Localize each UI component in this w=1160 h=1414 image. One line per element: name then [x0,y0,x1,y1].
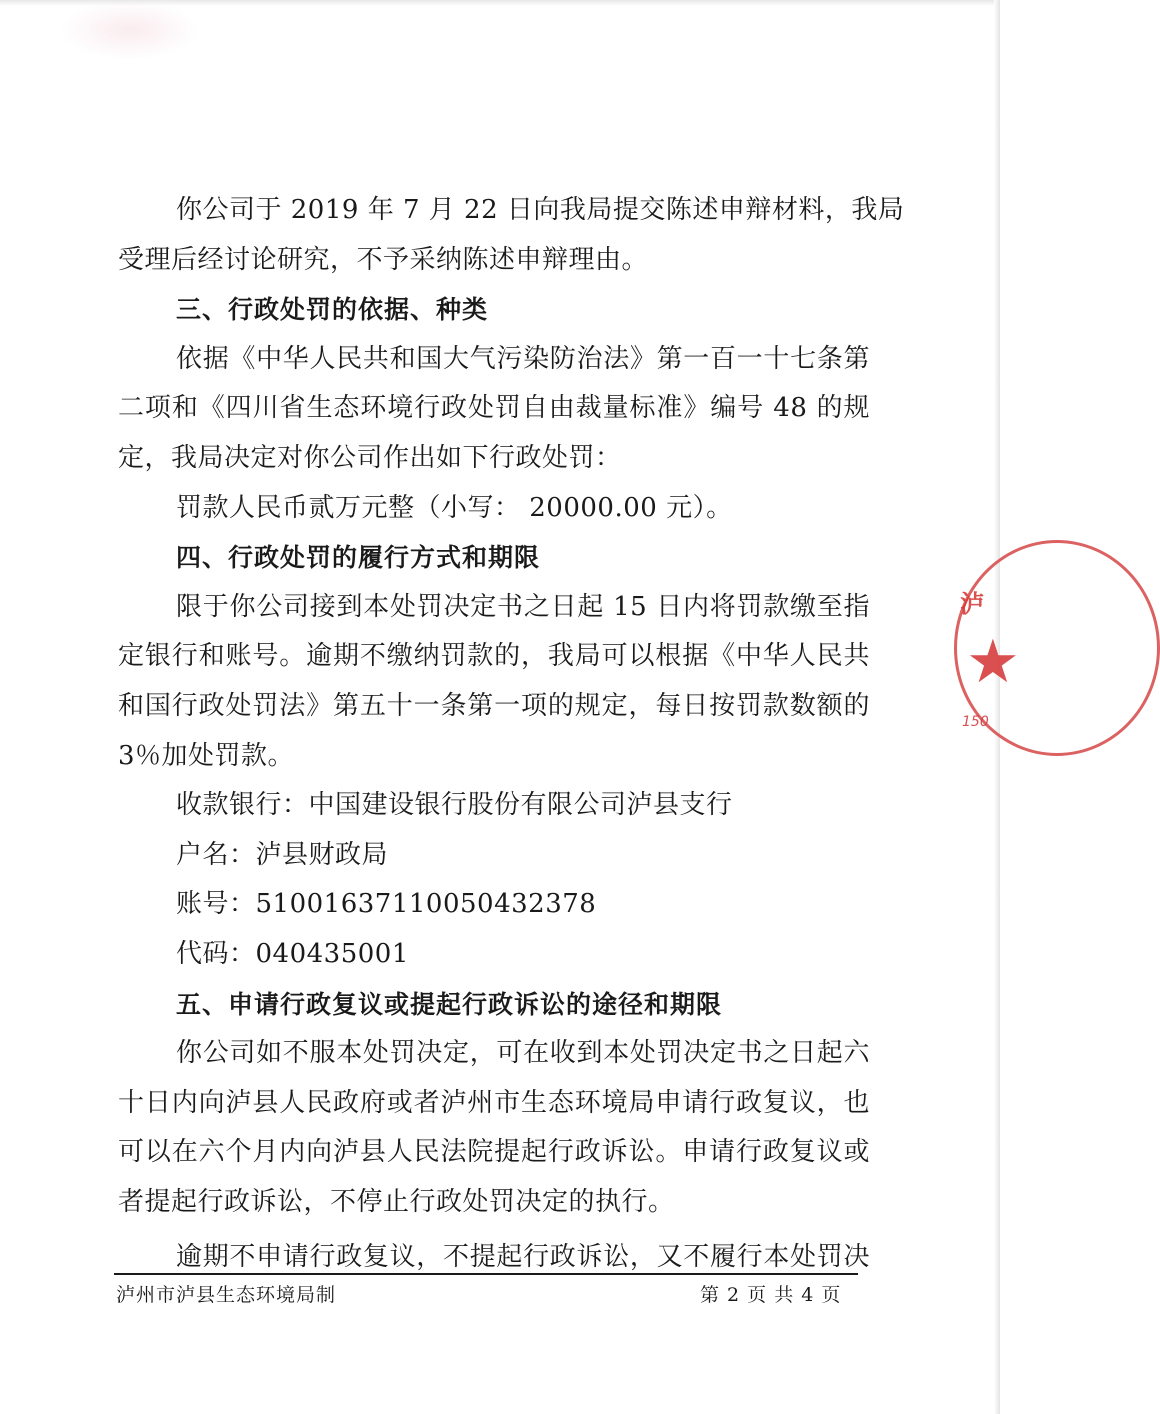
paragraph-line: 限于你公司接到本处罚决定书之日起 15 日内将罚款缴至指 [176,591,870,622]
paragraph-line: 受理后经讨论研究，不予采纳陈述申辩理由。 [118,244,649,275]
footer-page-info: 第 2 页 共 4 页 [700,1284,842,1306]
paragraph-line: 和国行政处罚法》第五十一条第一项的规定，每日按罚款数额的 [118,690,870,721]
paragraph-line: 定银行和账号。逾期不缴纳罚款的，我局可以根据《中华人民共 [118,641,870,672]
footer-divider [114,1273,858,1275]
document-body [118,186,905,1283]
seal-char: 泸 [960,590,984,618]
official-seal-partial [936,540,1020,760]
seal-star-icon: ★ [966,627,1020,697]
section-heading-4: 四、行政处罚的履行方式和期限 [176,543,541,573]
account-number: 账号：51001637110050432378 [176,889,597,920]
section-heading-5: 五、申请行政复议或提起行政诉讼的途径和期限 [176,989,723,1019]
scan-smudge [60,0,200,60]
paragraph-line: 逾期不申请行政复议，不提起行政诉讼，又不履行本处罚决 [176,1242,870,1273]
paragraph-line: 你公司如不服本处罚决定，可在收到本处罚决定书之日起六 [176,1038,870,1069]
bank-code: 代码：040435001 [176,938,409,969]
paragraph-line: 你公司于 2019 年 7 月 22 日向我局提交陈述申辩材料，我局 [176,195,905,225]
account-name: 户名：泸县财政局 [176,839,389,870]
paragraph-line: 十日内向泸县人民政府或者泸州市生态环境局申请行政复议，也 [118,1087,870,1118]
section-heading-3: 三、行政处罚的依据、种类 [176,295,489,325]
seal-number: 150 [962,714,989,730]
paragraph-line: 者提起行政诉讼，不停止行政处罚决定的执行。 [118,1186,675,1217]
receiving-bank: 收款银行：中国建设银行股份有限公司泸县支行 [176,790,733,821]
paragraph-line: 二项和《四川省生态环境行政处罚自由裁量标准》编号 48 的规 [118,393,870,424]
paragraph-line: 依据《中华人民共和国大气污染防治法》第一百一十七条第 [176,343,870,374]
paragraph-line: 定，我局决定对你公司作出如下行政处罚： [118,442,622,473]
paragraph-line: 可以在六个月内向泸县人民法院提起行政诉讼。申请行政复议或 [118,1137,870,1168]
paragraph-line: 3％加处罚款。 [118,740,295,771]
footer-issuer: 泸州市泸县生态环境局制 [116,1284,337,1306]
fine-amount: 罚款人民币贰万元整（小写： 20000.00 元）。 [176,492,733,523]
